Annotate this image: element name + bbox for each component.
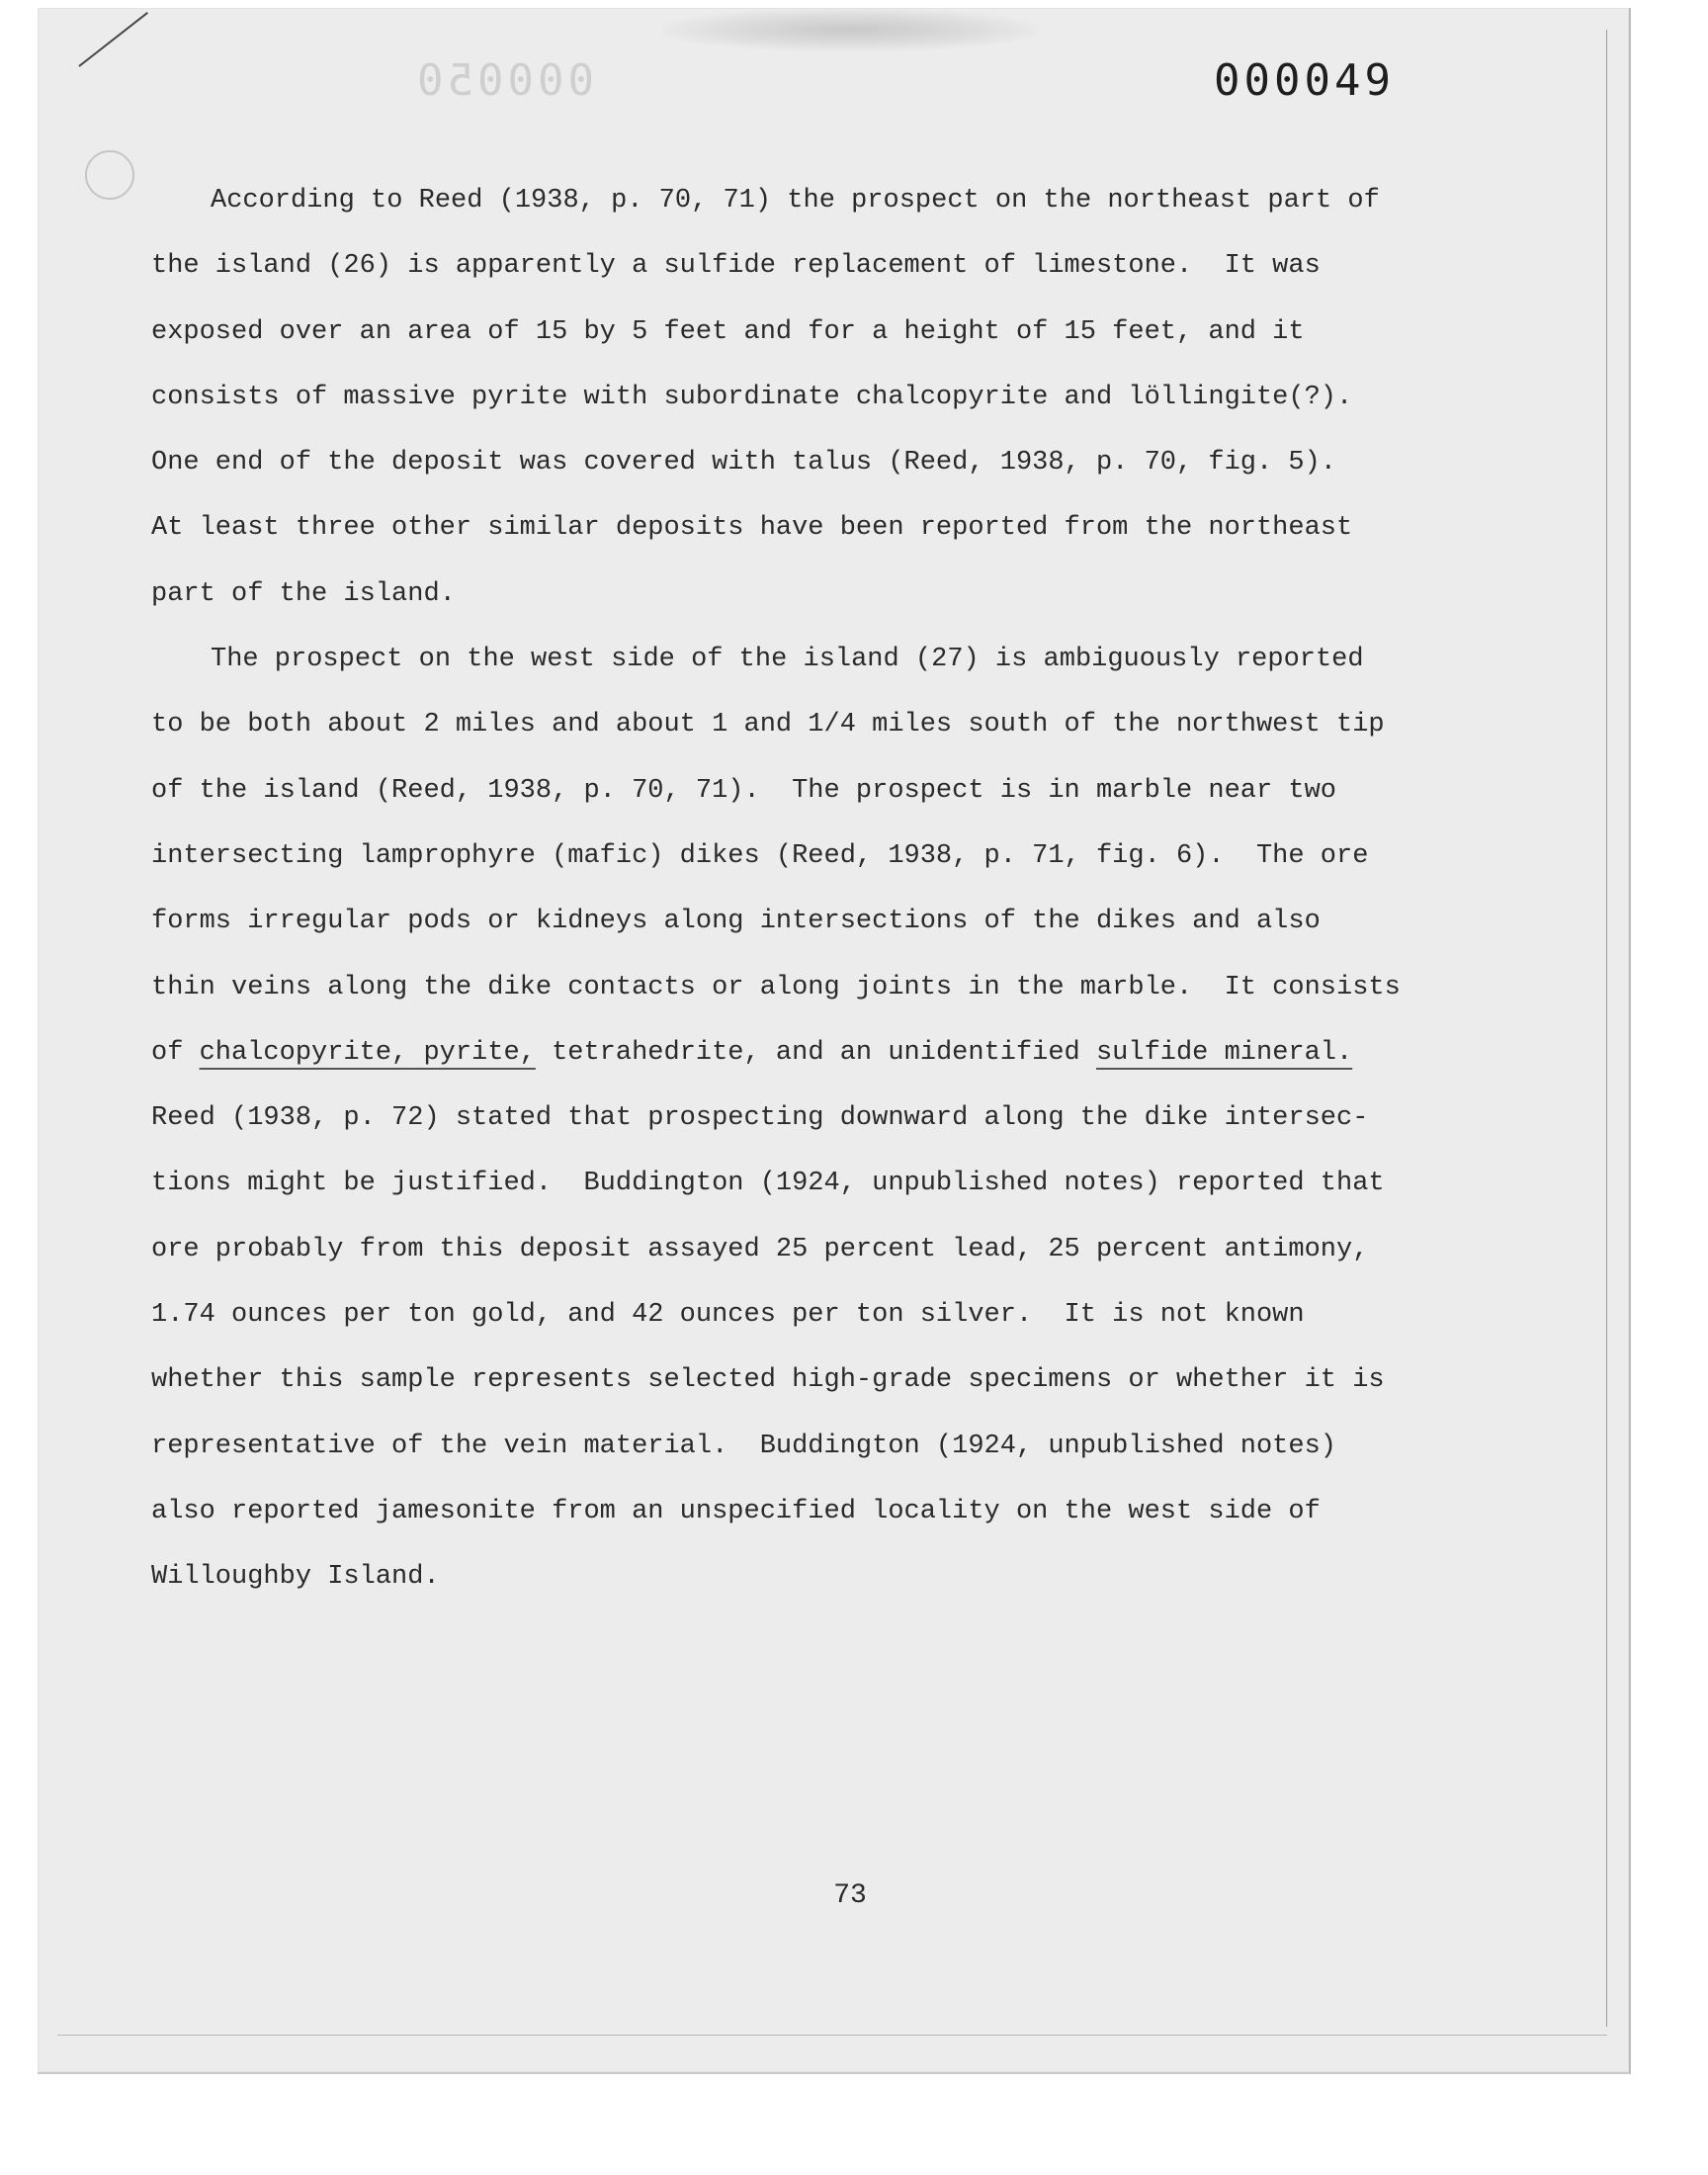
text-line: exposed over an area of 15 by 5 feet and for a height of 15 feet, and it	[151, 316, 1305, 347]
text-line: whether this sample represents selected high-grade specimens or whether it is	[151, 1365, 1385, 1396]
text-line: One end of the deposit was covered with talus (Reed, 1938, p. 70, fig. 5).	[151, 448, 1336, 478]
body-text	[151, 168, 1535, 1610]
text-fragment: of	[151, 1037, 200, 1068]
page-edge-line	[1606, 30, 1607, 2027]
text-line: of the island (Reed, 1938, p. 70, 71). The prospect is in marble near two	[151, 775, 1336, 806]
underlined-phrase: chalcopyrite, pyrite,	[199, 1037, 536, 1068]
paragraph-2	[151, 627, 1535, 1610]
text-line-underlined	[151, 1020, 1535, 1086]
punch-hole-mark	[85, 150, 134, 200]
text-line: Willoughby Island.	[151, 1562, 440, 1593]
page-number: 73	[833, 1880, 867, 1911]
text-line: intersecting lamprophyre (mafic) dikes (Reed, 1938, p. 71, fig. 6). The ore	[151, 840, 1369, 871]
text-line: According to Reed (1938, p. 70, 71) the prospect on the northeast part of	[211, 186, 1380, 216]
text-line: consists of massive pyrite with subordinate chalcopyrite and löllingite(?).	[151, 382, 1353, 412]
text-line: thin veins along the dike contacts or along joints in the marble. It consists	[151, 972, 1401, 1002]
text-line: 1.74 ounces per ton gold, and 42 ounces per ton silver. It is not known	[151, 1300, 1305, 1331]
text-line: At least three other similar deposits have been reported from the northeast	[151, 513, 1353, 544]
text-line: the island (26) is apparently a sulfide replacement of limestone. It was	[151, 251, 1321, 282]
page-bottom-edge	[57, 2035, 1607, 2036]
text-line: The prospect on the west side of the island (27) is ambiguously reported	[211, 645, 1364, 675]
text-fragment: tetrahedrite, and an unidentified	[535, 1037, 1096, 1068]
text-line: ore probably from this deposit assayed 25 percent lead, 25 percent antimony,	[151, 1234, 1369, 1264]
scan-smudge	[662, 8, 1038, 51]
underlined-phrase: sulfide mineral.	[1095, 1037, 1353, 1068]
text-line: forms irregular pods or kidneys along intersections of the dikes and also	[151, 907, 1321, 937]
text-line: Reed (1938, p. 72) stated that prospecting downward along the dike intersec-	[151, 1103, 1369, 1134]
bleed-through-page-number: 000050	[413, 55, 594, 106]
paragraph-1	[151, 168, 1535, 627]
text-line: tions might be justified. Buddington (1924, unpublished notes) reported that	[151, 1169, 1385, 1199]
text-line: also reported jamesonite from an unspecified locality on the west side of	[151, 1496, 1321, 1526]
document-number: 000049	[1214, 55, 1395, 106]
text-line: part of the island.	[151, 578, 456, 609]
text-line: representative of the vein material. Buddington (1924, unpublished notes)	[151, 1431, 1336, 1461]
text-line: to be both about 2 miles and about 1 and 1/4 miles south of the northwest tip	[151, 710, 1385, 740]
